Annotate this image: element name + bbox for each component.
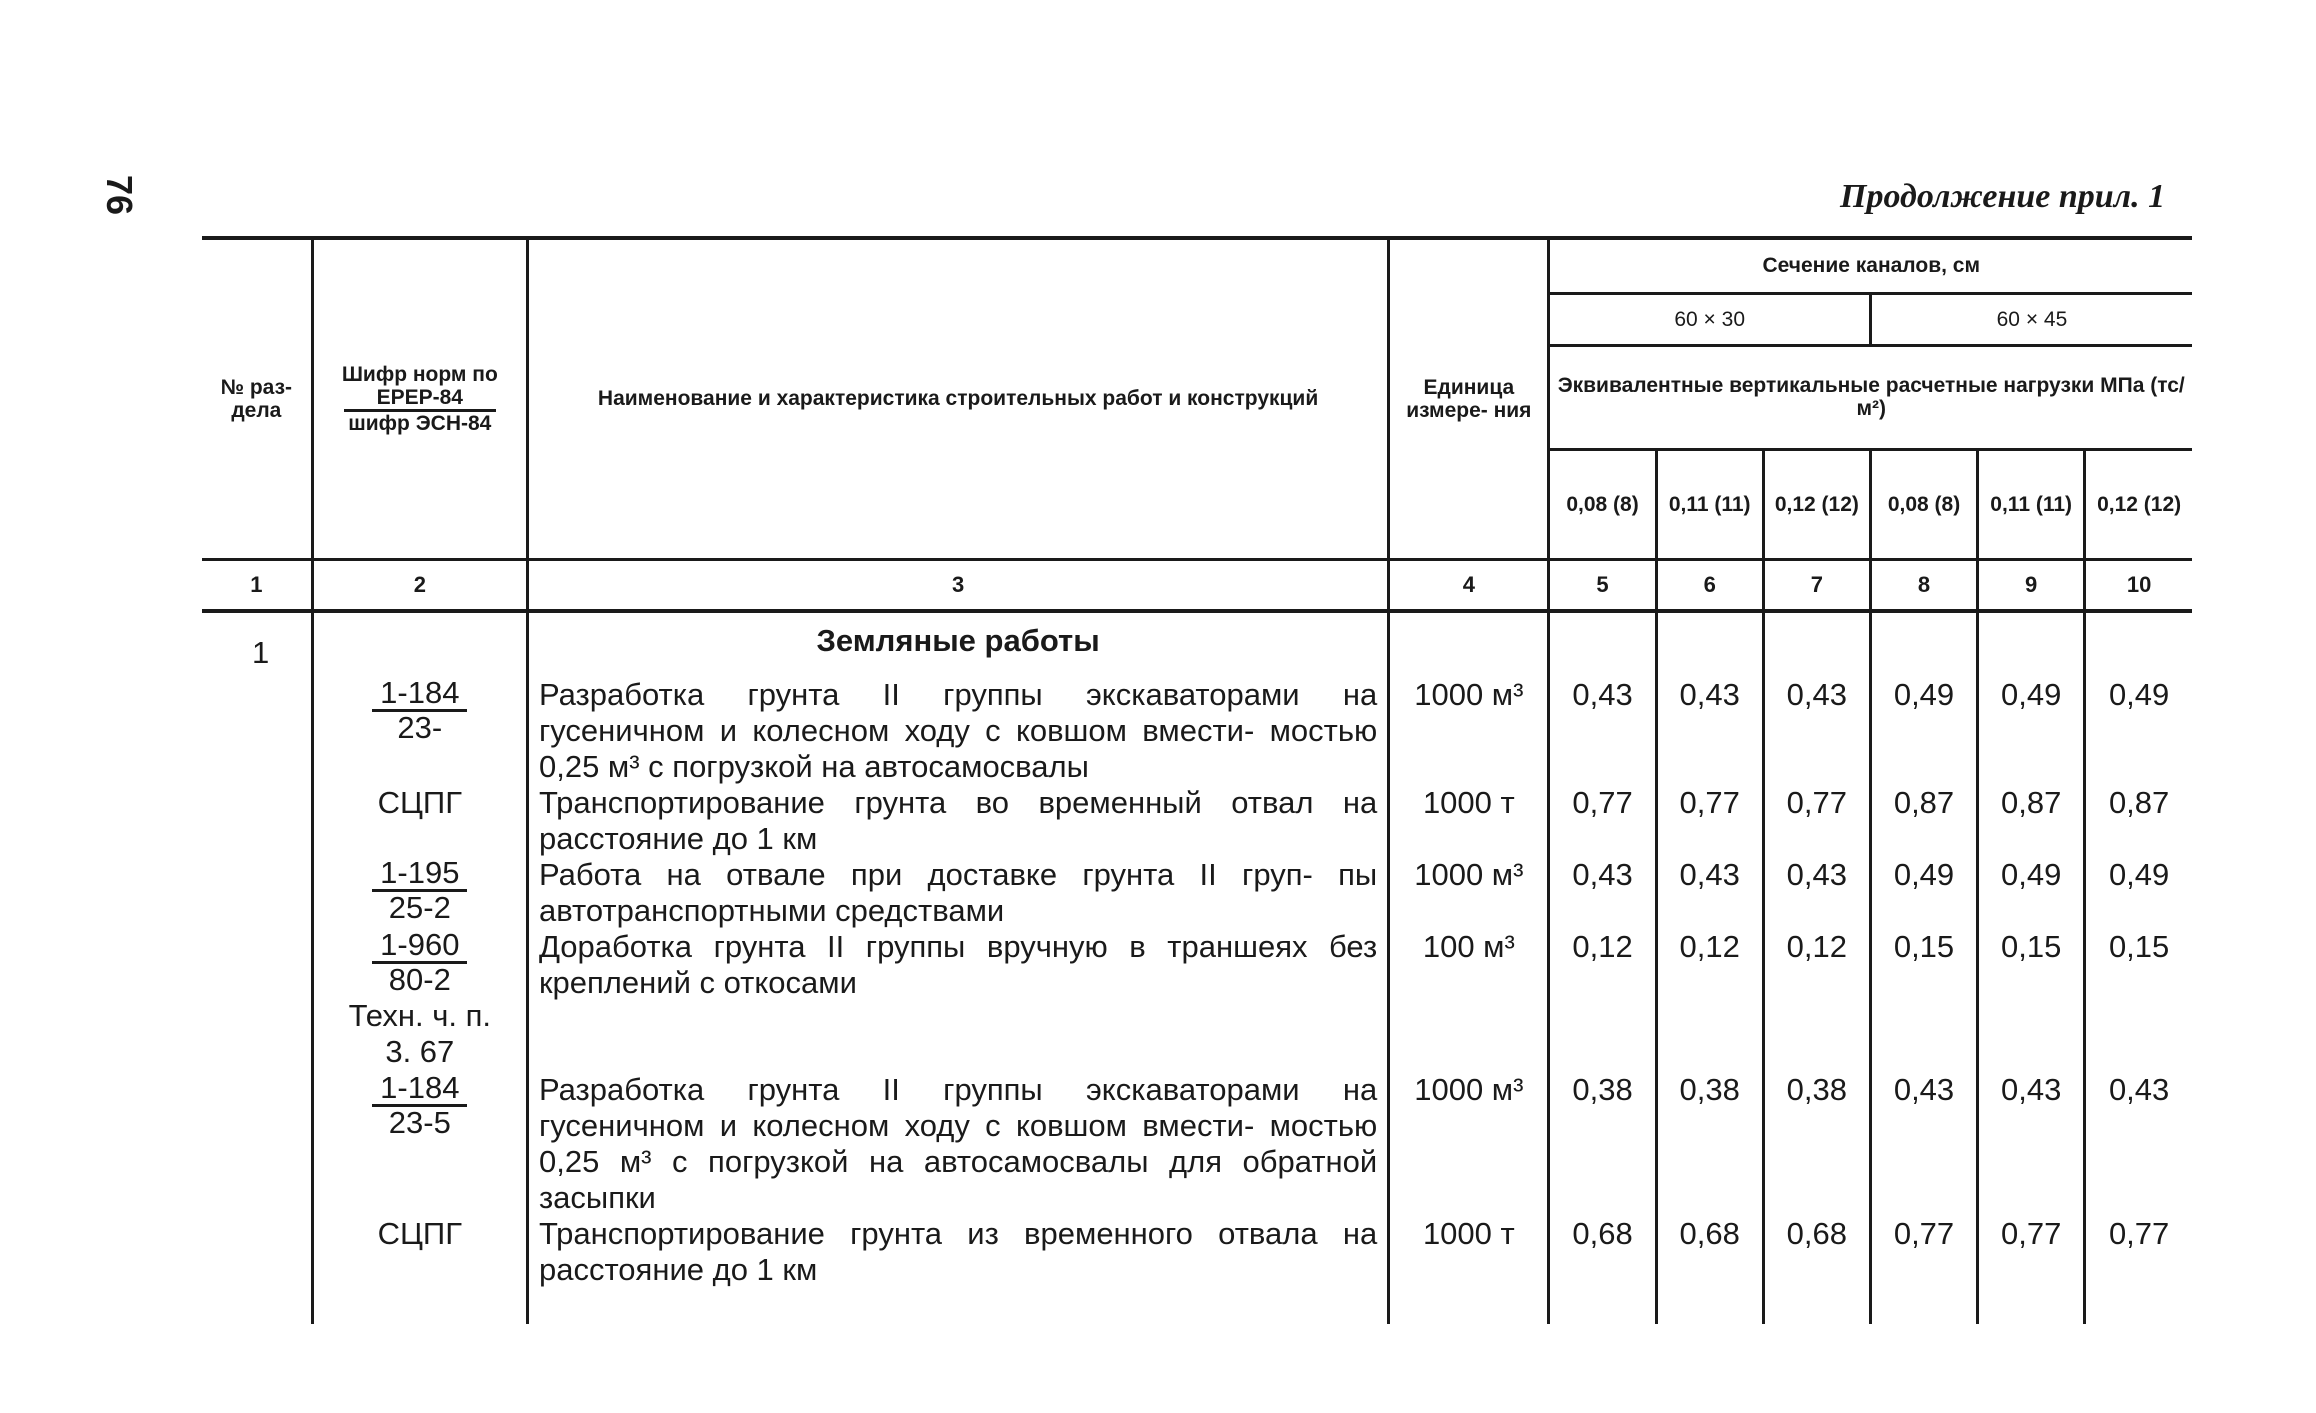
header-loads: Эквивалентные вертикальные расчетные нагрузки МПа (тс/м²) — [1549, 345, 2192, 449]
header-section-number: № раз- дела — [202, 238, 312, 559]
page-number: 76 — [99, 175, 140, 216]
value-cell: 0,43 — [1549, 677, 1656, 785]
value-cell: 0,38 — [1656, 1072, 1763, 1216]
header-section-group: Сечение каналов, см — [1549, 238, 2192, 293]
header-section-60x45: 60 × 45 — [1870, 293, 2192, 345]
norm-code: $\frac{1-184}{23-5}$ — [372, 1072, 467, 1139]
section-number: 1 — [252, 634, 270, 670]
value-cell: 0,49 — [1870, 857, 1977, 929]
table-row — [202, 1072, 2192, 1216]
value-cell: 0,49 — [1978, 677, 2085, 785]
work-description: Разработка грунта II группы экскаваторами на гусеничном и колесном ходу с ковшом вмести- мостью 0,25 м³ с погрузкой на автосамосвалы для обратной засыпки — [527, 1072, 1388, 1216]
value-cell: 0,49 — [2085, 857, 2192, 929]
norm-code: $\frac{1-195}{25-2}$ — [372, 857, 467, 924]
continuation-label: Продолжение прил. 1 — [1840, 178, 2166, 215]
column-number: 2 — [312, 559, 527, 611]
value-cell: 0,49 — [2085, 677, 2192, 785]
value-cell: 0,43 — [1763, 677, 1870, 785]
norm-code: $\frac{1-184}{23-}$ — [372, 677, 467, 744]
section-row — [202, 611, 2192, 677]
unit: 100 м³ — [1389, 929, 1549, 1072]
section-title: Земляные работы — [816, 622, 1100, 658]
header-load-value: 0,12 (12) — [2085, 449, 2192, 559]
table-row — [202, 677, 2192, 785]
value-cell: 0,43 — [1656, 857, 1763, 929]
table-row — [202, 1216, 2192, 1324]
column-number: 6 — [1656, 559, 1763, 611]
value-cell: 0,38 — [1549, 1072, 1656, 1216]
value-cell: 0,12 — [1763, 929, 1870, 1072]
column-number: 9 — [1978, 559, 2085, 611]
unit: 1000 м³ — [1389, 677, 1549, 785]
value-cell: 0,77 — [1549, 785, 1656, 857]
work-description: Транспортирование грунта во временный отвал на расстояние до 1 км — [527, 785, 1388, 857]
work-description: Работа на отвале при доставке грунта II груп- пы автотранспортными средствами — [527, 857, 1388, 929]
header-load-value: 0,11 (11) — [1978, 449, 2085, 559]
value-cell: 0,77 — [2085, 1216, 2192, 1324]
norm-code: $\frac{1-960}{80-2}$ — [372, 929, 467, 996]
value-cell: 0,15 — [1978, 929, 2085, 1072]
value-cell: 0,43 — [1763, 857, 1870, 929]
norms-table — [202, 236, 2192, 1324]
work-description: Транспортирование грунта из временного отвала на расстояние до 1 км — [527, 1216, 1388, 1324]
value-cell: 0,87 — [2085, 785, 2192, 857]
norm-code: СЦПГ — [312, 785, 527, 857]
value-cell: 0,43 — [1870, 1072, 1977, 1216]
value-cell: 0,87 — [1870, 785, 1977, 857]
column-number: 7 — [1763, 559, 1870, 611]
unit: 1000 м³ — [1389, 1072, 1549, 1216]
value-cell: 0,77 — [1870, 1216, 1977, 1324]
column-number: 10 — [2085, 559, 2192, 611]
value-cell: 0,77 — [1978, 1216, 2085, 1324]
unit: 1000 т — [1389, 785, 1549, 857]
value-cell: 0,15 — [1870, 929, 1977, 1072]
column-number: 1 — [202, 559, 312, 611]
work-description: Доработка грунта II группы вручную в траншеях без креплений с откосами — [527, 929, 1388, 1072]
value-cell: 0,43 — [1656, 677, 1763, 785]
column-number: 8 — [1870, 559, 1977, 611]
value-cell: 0,87 — [1978, 785, 2085, 857]
header-norm-cipher — [312, 238, 527, 559]
table-row — [202, 857, 2192, 929]
work-description: Разработка грунта II группы экскаваторами на гусеничном и колесном ходу с ковшом вмести- мостью 0,25 м³ с погрузкой на автосамосвалы — [527, 677, 1388, 785]
header-section-60x30: 60 × 30 — [1549, 293, 1870, 345]
norm-code-note: Техн. ч. п. 3. 67 — [348, 997, 491, 1069]
value-cell: 0,12 — [1656, 929, 1763, 1072]
value-cell: 0,43 — [2085, 1072, 2192, 1216]
value-cell: 0,77 — [1763, 785, 1870, 857]
value-cell: 0,68 — [1763, 1216, 1870, 1324]
value-cell: 0,68 — [1549, 1216, 1656, 1324]
value-cell: 0,49 — [1870, 677, 1977, 785]
table-row — [202, 929, 2192, 1072]
value-cell: 0,43 — [1978, 1072, 2085, 1216]
value-cell: 0,49 — [1978, 857, 2085, 929]
column-number: 4 — [1389, 559, 1549, 611]
header-work-name: Наименование и характеристика строительных работ и конструкций — [527, 238, 1388, 559]
table-row — [202, 785, 2192, 857]
norm-code: СЦПГ — [312, 1216, 527, 1324]
header-load-value: 0,12 (12) — [1763, 449, 1870, 559]
header-load-value: 0,08 (8) — [1870, 449, 1977, 559]
header-load-value: 0,08 (8) — [1549, 449, 1656, 559]
value-cell: 0,38 — [1763, 1072, 1870, 1216]
header-cipher-code: ЕРЕР-84 — [344, 386, 496, 412]
unit: 1000 т — [1389, 1216, 1549, 1324]
value-cell: 0,77 — [1656, 785, 1763, 857]
column-number: 5 — [1549, 559, 1656, 611]
header-load-value: 0,11 (11) — [1656, 449, 1763, 559]
value-cell: 0,15 — [2085, 929, 2192, 1072]
header-cipher-top: Шифр норм по — [341, 362, 498, 386]
value-cell: 0,12 — [1549, 929, 1656, 1072]
header-unit: Единица измере- ния — [1389, 238, 1549, 559]
header-cipher-bottom: шифр ЭСН-84 — [348, 411, 492, 435]
column-number: 3 — [527, 559, 1388, 611]
unit: 1000 м³ — [1389, 857, 1549, 929]
value-cell: 0,68 — [1656, 1216, 1763, 1324]
value-cell: 0,43 — [1549, 857, 1656, 929]
